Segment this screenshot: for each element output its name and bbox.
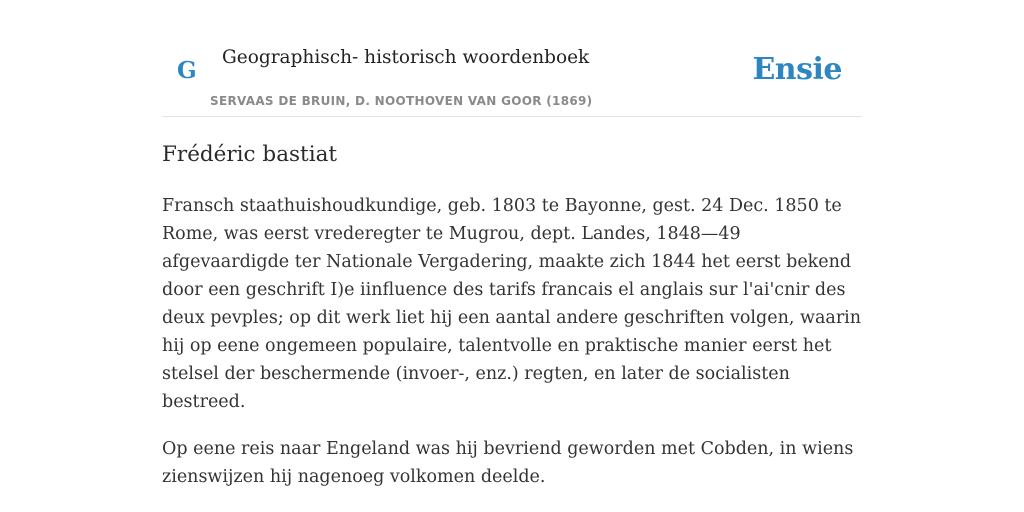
- book-logo[interactable]: G: [177, 57, 197, 84]
- entry-title: Frédéric bastiat: [162, 142, 338, 167]
- header: [162, 0, 862, 117]
- entry-body: [162, 192, 862, 510]
- book-meta: SERVAAS DE BRUIN, D. NOOTHOVEN VAN GOOR (1869): [210, 94, 593, 108]
- ensie-logo[interactable]: Ensie: [752, 52, 842, 87]
- entry-paragraph: Op eene reis naar Engeland was hij bevriend geworden met Cobden, in wiens zienswijzen hij nagenoeg volkomen deelde.: [162, 439, 854, 487]
- entry-paragraph: Fransch staathuishoudkundige, geb. 1803 te Bayonne, gest. 24 Dec. 1850 te Rome, was eerst vrederegter te Mugrou, dept. Landes, 1848—49 afgevaardigde ter Nationale Vergadering, maakte zich 1844 het eerst bekend door een geschrift I)e iinfluence des tarifs francais el anglais sur l'ai'cnir des deux pevples; op dit werk liet hij een aantal andere geschriften volgen, waarin hij op eene ongemeen populaire, talentvolle en praktische manier eerst het stelsel der beschermende (invoer-, enz.) regten, en later de socialisten bestreed.: [162, 196, 862, 412]
- book-title[interactable]: Geographisch- historisch woordenboek: [222, 47, 590, 68]
